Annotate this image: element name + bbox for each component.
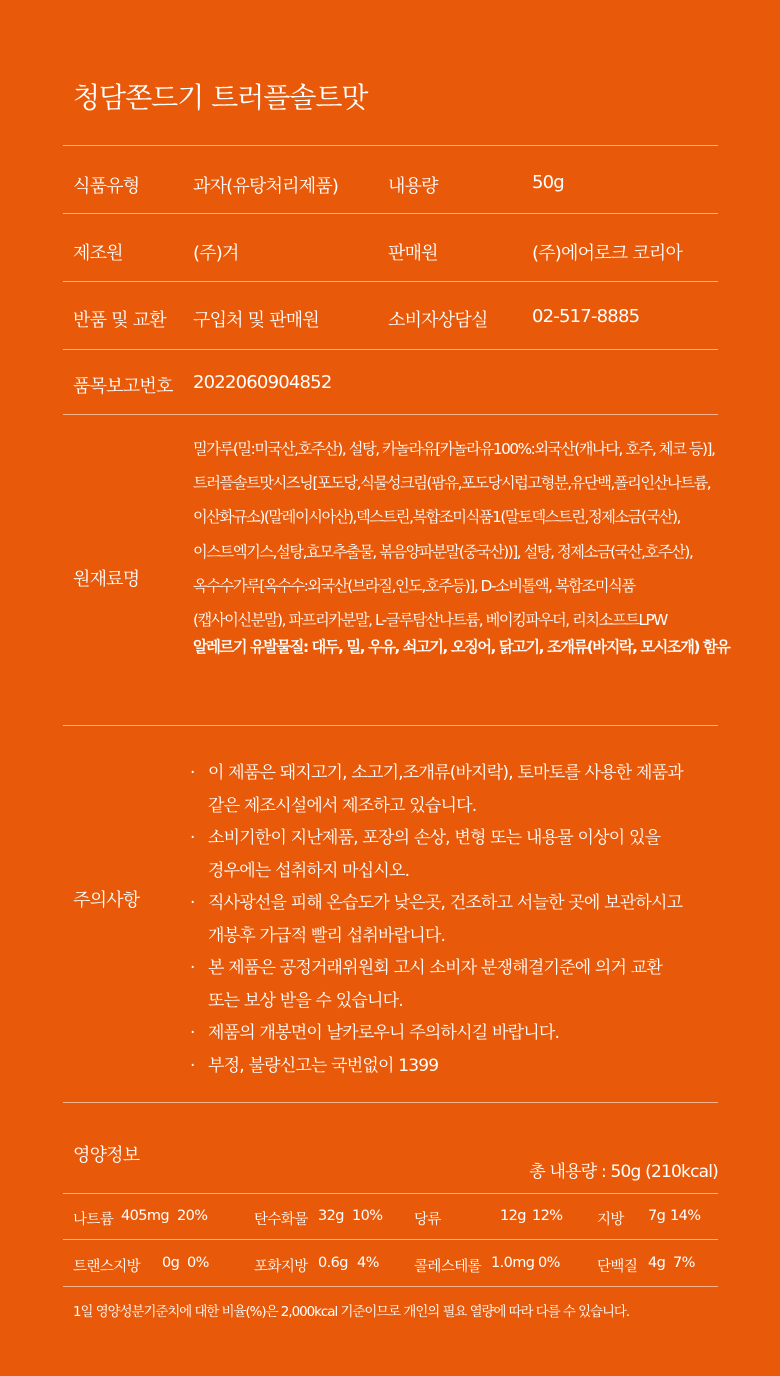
caution-line: 직사광선을 피해 온습도가 낮은곳, 건조하고 서늘한 곳에 보관하시고 [208,893,683,913]
divider [63,1102,718,1103]
nutrient-amount: 0.6g [318,1255,348,1271]
caution-line: 개봉후 가급적 빨리 섭취바랍니다. [208,925,446,946]
caution-line: 제품의 개봉면이 날카로우니 주의하시길 바랍니다. [208,1023,560,1043]
nutrition-footnote: 1일 영양성분기준치에 대한 비율(%)은 2,000kcal 기준이므로 개인의 필요 열량에 따라 다를 수 있습니다. [73,1305,630,1320]
divider [63,1193,718,1194]
info-label: 판매원 [388,243,438,264]
caution-line: 본 제품은 공정거래위원회 고시 소비자 분쟁해결기준에 의거 교환 [208,958,663,978]
nutrient-name: 당류 [414,1212,441,1228]
nutrient-name: 탄수화물 [254,1212,308,1228]
nutrient-amount: 0g [162,1255,180,1271]
ingredients-line: 옥수수가루[옥수수:외국산(브라질,인도,호주등)], D-소비톨액, 복합조미식품 [193,576,635,595]
divider [63,281,718,282]
nutrient-amount: 4g [648,1255,666,1271]
info-label: 품목보고번호 [73,376,173,397]
nutrient-amount: 405mg [121,1208,170,1224]
nutrient-name: 나트륨 [73,1212,114,1228]
nutrient-percent: 14% [670,1208,701,1224]
ingredients-line: 이산화규소)(말레이시아산),덱스트린,복합조미식품1(말토덱스트린,정제소금(국산), [193,508,681,527]
info-label: 식품유형 [73,176,140,197]
allergy-notice: 알레르기 유발물질: 대두, 밀, 우유, 쇠고기, 오징어, 닭고기, 조개류(바지락, 모시조개) 함유 [193,638,730,656]
caution-line: 부정, 불량신고는 국번없이 1399 [208,1055,439,1076]
nutrient-percent: 7% [673,1255,695,1271]
ingredients-line: 트러플솔트맛시즈닝[포도당,식물성크림(팜유,포도당시럽고형분,유단백,폴리인산나트륨, [193,474,711,493]
nutrient-percent: 12% [532,1208,563,1224]
bullet-icon: · [190,1023,195,1043]
nutrition-title: 영양정보 [73,1145,140,1166]
bullet-icon: · [190,958,195,978]
nutrient-percent: 10% [352,1208,383,1224]
ingredients-list [193,432,723,637]
caution-line: 소비기한이 지난제품, 포장의 손상, 변형 또는 내용물 이상이 있을 [208,828,661,848]
info-value: (주)에어로크 코리아 [532,243,683,264]
caution-line: 이 제품은 돼지고기, 소고기,조개류(바지락), 토마토를 사용한 제품과 [208,763,683,783]
ingredients-line: 이스트엑기스,설탕,효모추출물, 볶음양파분말(중국산))], 설탕, 정제소금(국산,호주산), [193,542,693,561]
nutrient-name: 포화지방 [254,1259,308,1275]
caution-line: 경우에는 섭취하지 마십시오. [208,860,410,881]
info-value: 50g [532,172,564,193]
info-label: 내용량 [388,176,438,197]
caution-item [190,757,720,822]
nutrient-name: 트랜스지방 [73,1259,141,1275]
divider [63,349,718,350]
nutrient-amount: 7g [648,1208,666,1224]
bullet-icon: · [190,1055,195,1076]
caution-item [190,1017,720,1050]
nutrient-percent: 0% [538,1255,560,1271]
divider [63,1286,718,1287]
cautions-list [190,757,720,1082]
info-value: (주)겨 [193,243,239,264]
info-value: 02-517-8885 [532,306,640,327]
nutrition-total: 총 내용량 : 50g (210kcal) [529,1162,718,1182]
ingredients-line: 밀가루(밀:미국산,호주산), 설탕, 카놀라유[카놀라유100%:외국산(캐나다, 호주, 체코 등)], [193,440,715,458]
cautions-label: 주의사항 [73,890,140,911]
caution-line: 또는 보상 받을 수 있습니다. [208,990,403,1011]
caution-line: 같은 제조시설에서 제조하고 있습니다. [208,795,477,816]
nutrient-name: 단백질 [597,1259,638,1275]
caution-item [190,1050,720,1083]
ingredients-label: 원재료명 [73,569,140,590]
divider [63,213,718,214]
nutrient-amount: 12g [500,1208,526,1224]
nutrient-percent: 4% [357,1255,379,1271]
nutrient-percent: 20% [177,1208,208,1224]
bullet-icon: · [190,893,195,913]
info-value: 2022060904852 [193,372,332,393]
divider [63,414,718,415]
caution-item [190,822,720,887]
nutrient-amount: 32g [318,1208,344,1224]
caution-item [190,887,720,952]
divider [63,725,718,726]
nutrient-name: 콜레스테롤 [414,1259,482,1275]
info-label: 소비자상담실 [388,310,488,331]
nutrient-amount: 1.0mg [491,1255,535,1271]
caution-item [190,952,720,1017]
nutrient-name: 지방 [597,1212,624,1228]
info-label: 제조원 [73,243,123,264]
info-value: 과자(유탕처리제품) [193,176,339,197]
info-label: 반품 및 교환 [73,310,166,331]
bullet-icon: · [190,828,195,848]
product-title: 청담쫀드기 트러플솔트맛 [73,81,368,114]
info-value: 구입처 및 판매원 [193,310,319,331]
divider [63,145,718,146]
ingredients-line: (캡사이신분말), 파프리카분말, L-글루탐산나트륨, 베이킹파우더, 리치소프트LPW [193,610,667,629]
nutrient-percent: 0% [187,1255,209,1271]
divider [63,1239,718,1240]
bullet-icon: · [190,763,195,783]
